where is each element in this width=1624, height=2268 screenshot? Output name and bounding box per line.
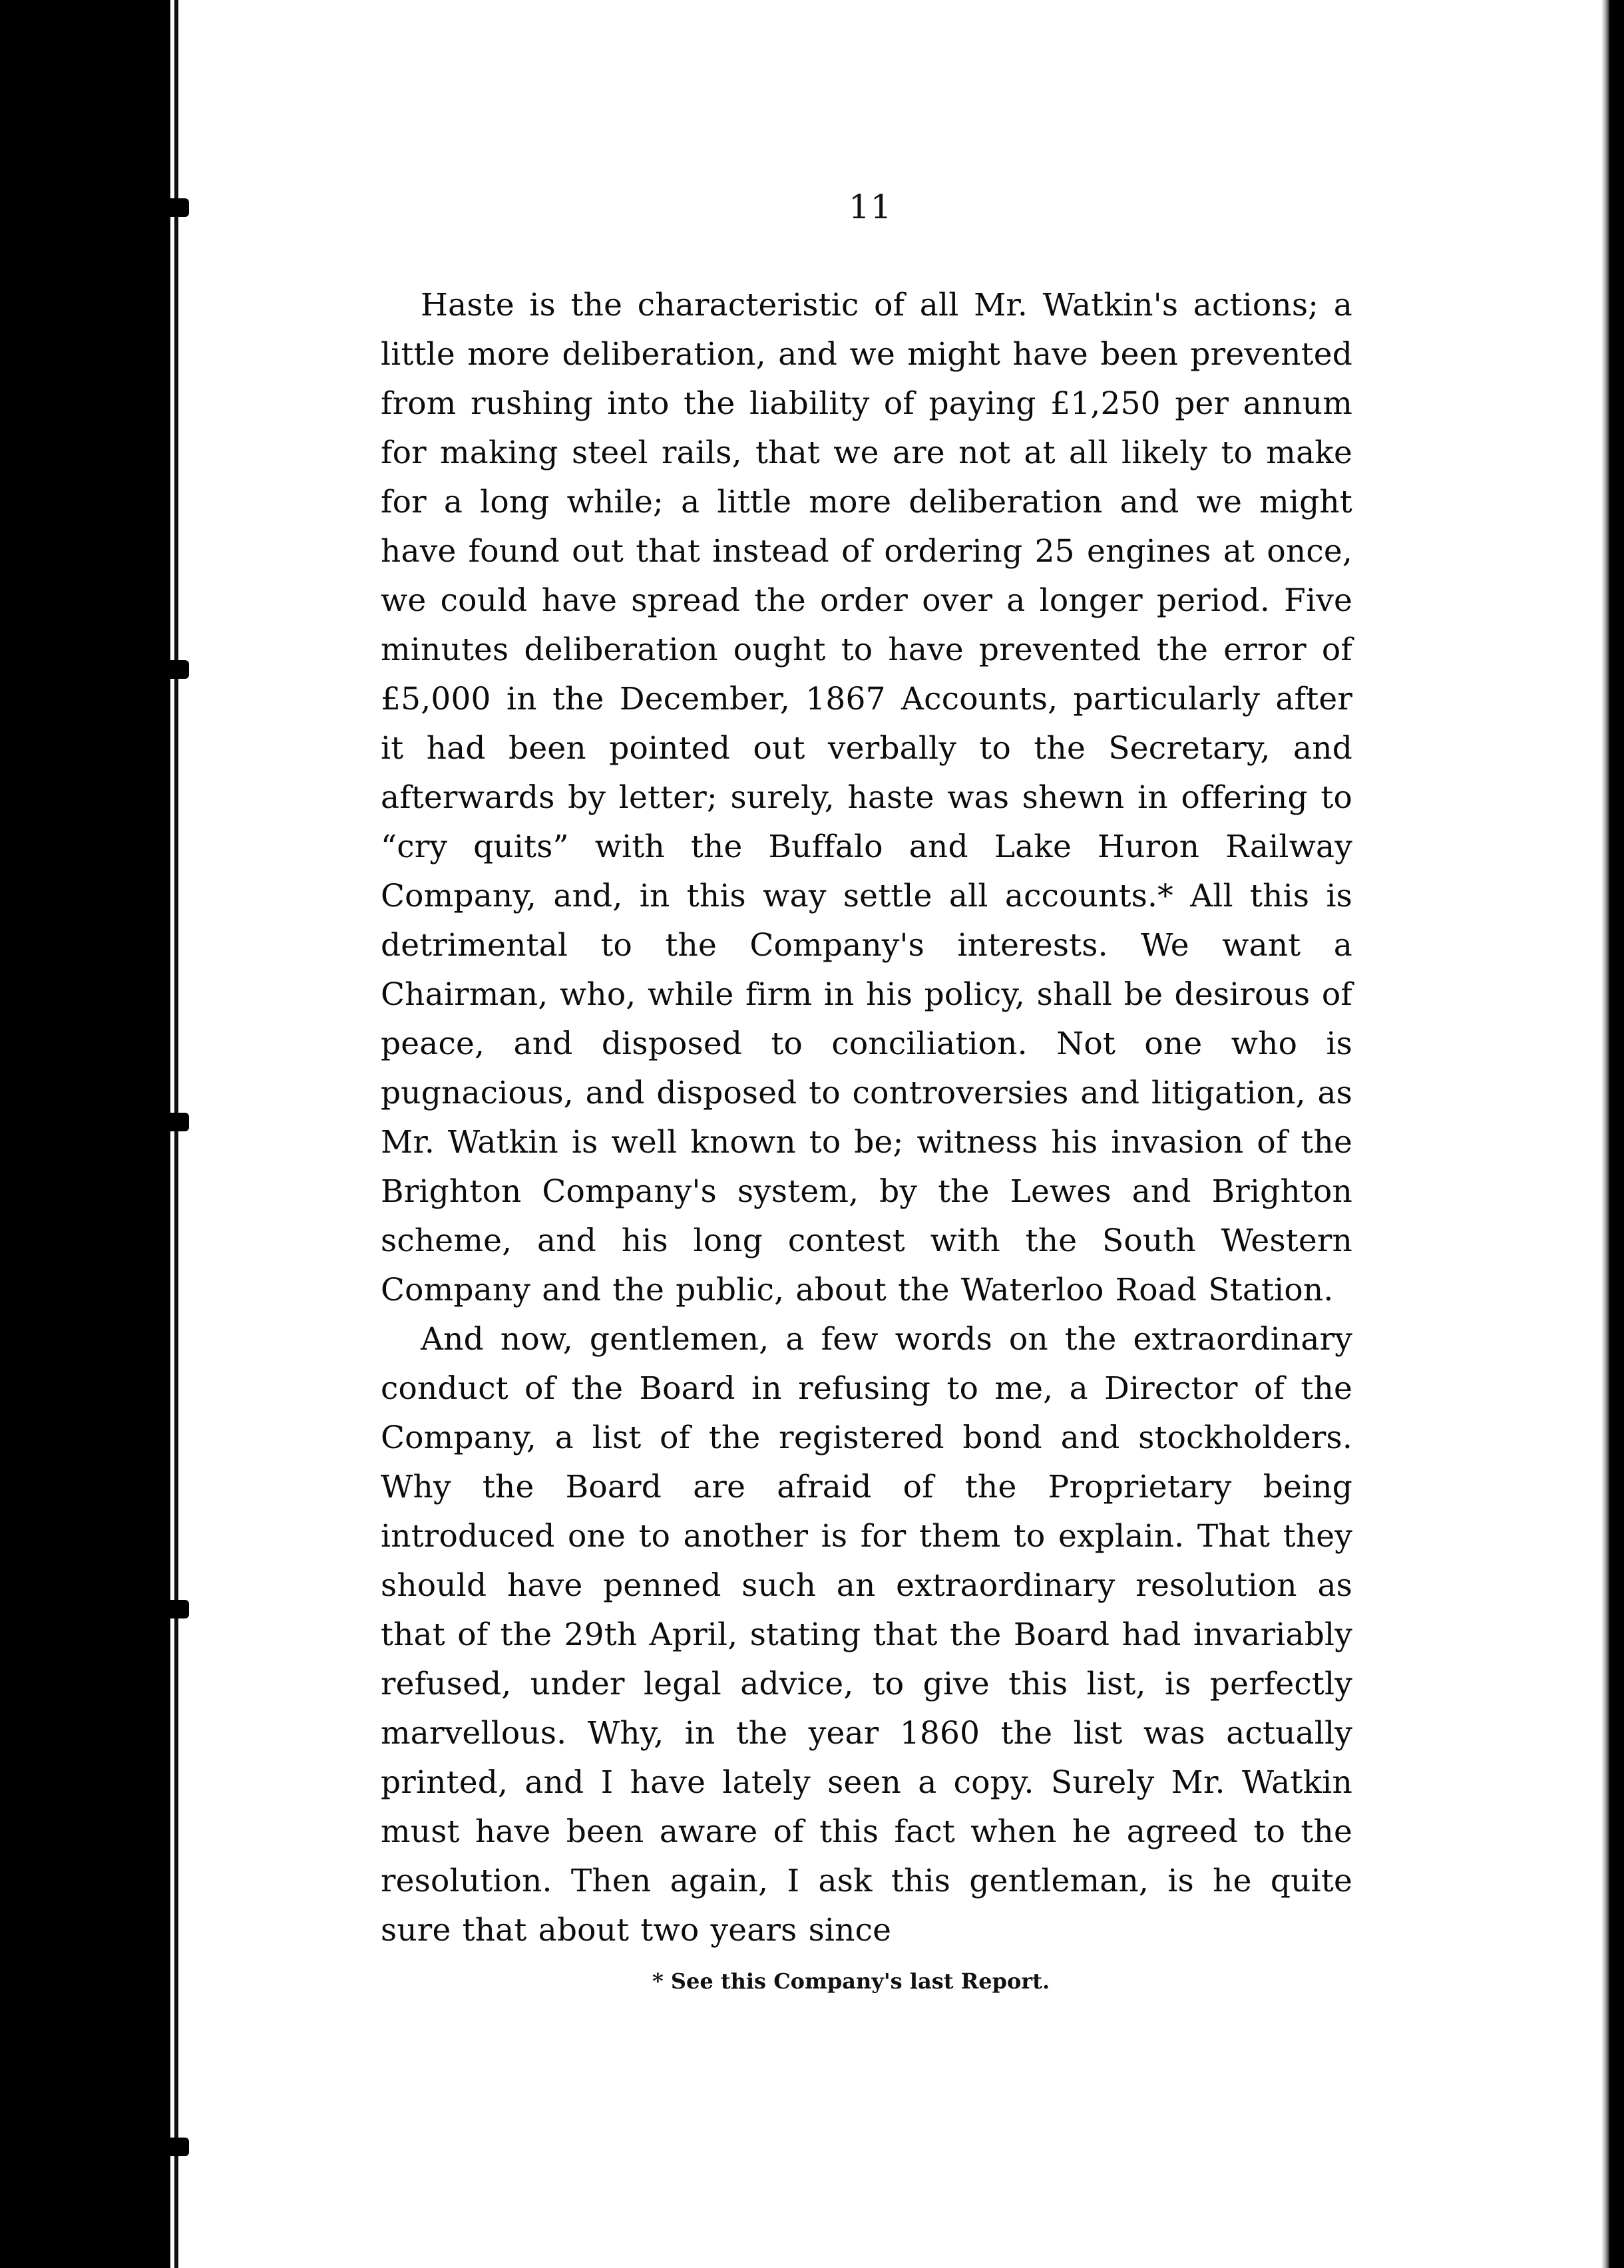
footnote: * See this Company's last Report. [652,1969,1050,1994]
binding-tab [152,1113,189,1131]
page-edge-shadow [1601,0,1609,2268]
binding-tab [152,1600,189,1618]
binding-spine [174,0,178,2268]
paragraph-2: And now, gentlemen, a few words on the extraordinary conduct of the Board in refusing to me, a Director of the Company, a list of the registered bond and stockholders. Why the Board are afraid of the Proprietary being introduced one to another is for them to explain. That they should have penned such an extraordinary resolution as that of the 29th April, stating that the Board had invariably refused, under legal advice, to give this list, is perfectly marvellous. Why, in the year 1860 the list was actually printed, and I have lately seen a copy. Surely Mr. Watkin must have been aware of this fact when he agreed to the resolution. Then again, I ask this gentleman, is he quite sure that about two years since [381,1321,1352,1949]
body-text [381,281,1352,1955]
scan-border-right [1609,0,1624,2268]
binding-tab [152,2138,189,2156]
binding-tab [152,660,189,679]
paragraph-1: Haste is the characteristic of all Mr. Watkin's actions; a little more deliberation, and we might have been prevented from rushing into the liability of paying £1,250 per annum for making steel rails, that we are not at all likely to make for a long while; a little more deliberation and we might have found out that instead of ordering 25 engines at once, we could have spread the order over a longer period. Five minutes deliberation ought to have prevented the error of £5,000 in the December, 1867 Accounts, particularly after it had been pointed out verbally to the Secretary, and afterwards by letter; surely, haste was shewn in offering to “cry quits” with the Buffalo and Lake Huron Railway Company, and, in this way settle all accounts.* All this is detrimental to the Company's interests. We want a Chairman, who, while firm in his policy, shall be desirous of peace, and disposed to conciliation. Not one who is pugnacious, and disposed to controversies and litigation, as Mr. Watkin is well known to be; witness his invasion of the Brighton Company's system, by the Lewes and Brighton scheme, and his long contest with the South Western Company and the public, about the Waterloo Road Station. [381,287,1352,1308]
binding-tab [152,198,189,217]
page-number: 11 [849,188,893,226]
